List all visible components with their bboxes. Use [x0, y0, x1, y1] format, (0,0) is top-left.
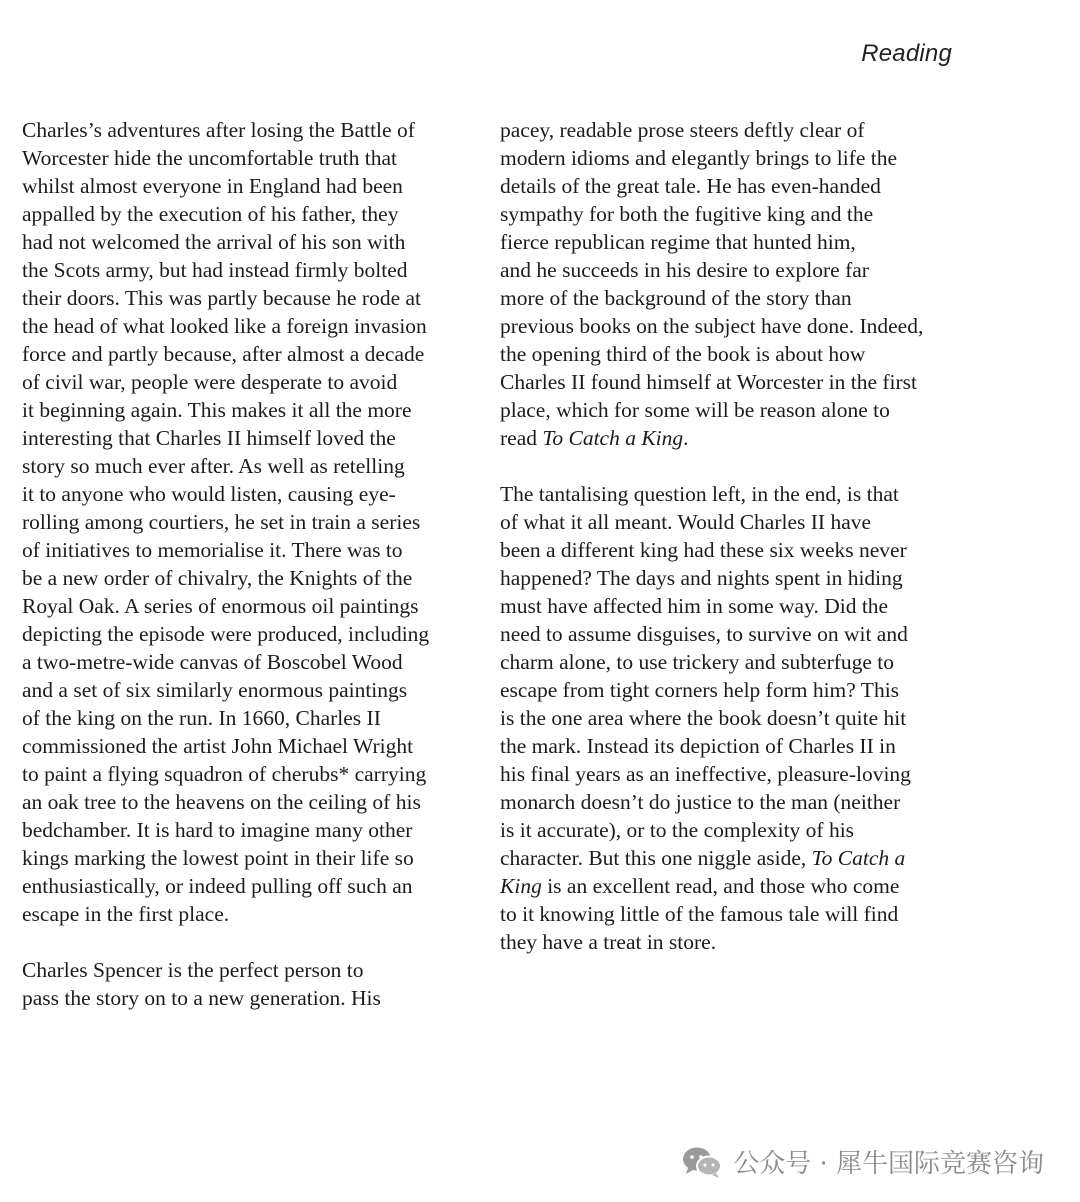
text-line: bedchamber. It is hard to imagine many other: [22, 818, 413, 842]
text-line: Charles Spencer is the perfect person to: [22, 958, 364, 982]
text-line: of the king on the run. In 1660, Charles II: [22, 706, 381, 730]
text-line: modern idioms and elegantly brings to life the: [500, 146, 898, 170]
text-line: Worcester hide the uncomfortable truth that: [22, 146, 397, 170]
text-line: commissioned the artist John Michael Wright: [22, 734, 414, 758]
book-title: King: [500, 874, 542, 898]
text-line: escape in the first place.: [22, 902, 230, 926]
text-line: [500, 844, 960, 872]
text-line: been a different king had these six weeks never: [500, 538, 907, 562]
text-line: the mark. Instead its depiction of Charles II in: [500, 734, 896, 758]
text-line: appalled by the execution of his father, they: [22, 202, 399, 226]
text-fragment: .: [683, 426, 689, 450]
text-line: of initiatives to memorialise it. There was to: [22, 538, 403, 562]
text-line: fierce republican regime that hunted him,: [500, 230, 856, 254]
text-line: an oak tree to the heavens on the ceiling of his: [22, 790, 421, 814]
text-line: of civil war, people were desperate to avoid: [22, 370, 398, 394]
text-line: to paint a flying squadron of cherubs* carrying: [22, 762, 427, 786]
paragraph-gap: [500, 452, 960, 480]
text-line: of what it all meant. Would Charles II have: [500, 510, 872, 534]
paragraph-2: [22, 956, 482, 1012]
text-line: enthusiastically, or indeed pulling off such an: [22, 874, 413, 898]
text-line: pass the story on to a new generation. His: [22, 986, 381, 1010]
text-line: the Scots army, but had instead firmly bolted: [22, 258, 408, 282]
text-line: sympathy for both the fugitive king and the: [500, 202, 874, 226]
text-line: his final years as an ineffective, pleasure-loving: [500, 762, 911, 786]
text-line: The tantalising question left, in the end, is that: [500, 482, 899, 506]
text-line: whilst almost everyone in England had been: [22, 174, 403, 198]
paragraph-4: [500, 480, 960, 956]
text-line: be a new order of chivalry, the Knights of the: [22, 566, 413, 590]
paragraph-1: [22, 116, 482, 928]
text-line: place, which for some will be reason alone to: [500, 398, 890, 422]
text-line: details of the great tale. He has even-handed: [500, 174, 881, 198]
text-line: and a set of six similarly enormous paintings: [22, 678, 408, 702]
text-line: monarch doesn’t do justice to the man (neither: [500, 790, 901, 814]
left-column: [22, 116, 482, 1012]
wechat-icon: [681, 1145, 723, 1179]
text-line: it to anyone who would listen, causing eye-: [22, 482, 396, 506]
text-fragment: is an excellent read, and those who come: [541, 874, 900, 898]
text-line: it beginning again. This makes it all the more: [22, 398, 412, 422]
paragraph-3: [500, 116, 960, 452]
text-line: interesting that Charles II himself loved the: [22, 426, 396, 450]
text-line: happened? The days and nights spent in hiding: [500, 566, 903, 590]
text-line: is it accurate), or to the complexity of his: [500, 818, 855, 842]
text-line: had not welcomed the arrival of his son with: [22, 230, 406, 254]
text-line: [500, 872, 960, 900]
text-line: charm alone, to use trickery and subterfuge to: [500, 650, 895, 674]
text-line: depicting the episode were produced, including: [22, 622, 430, 646]
text-line: Charles’s adventures after losing the Battle of: [22, 118, 415, 142]
book-title: To Catch a King: [542, 426, 684, 450]
text-fragment: read: [500, 426, 543, 450]
text-line: Charles II found himself at Worcester in the first: [500, 370, 918, 394]
section-label: Reading: [861, 40, 952, 67]
text-line: to it knowing little of the famous tale will find: [500, 902, 899, 926]
watermark-text: 公众号 · 犀牛国际竞赛咨询: [733, 1149, 1044, 1179]
text-line: need to assume disguises, to survive on wit and: [500, 622, 908, 646]
text-line: the head of what looked like a foreign invasion: [22, 314, 427, 338]
book-title: To Catch a: [811, 846, 906, 870]
text-line: escape from tight corners help form him? This: [500, 678, 900, 702]
text-line: pacey, readable prose steers deftly clear of: [500, 118, 865, 142]
text-line: force and partly because, after almost a decade: [22, 342, 425, 366]
text-line: story so much ever after. As well as retelling: [22, 454, 405, 478]
text-fragment: character. But this one niggle aside,: [500, 846, 812, 870]
text-line: a two-metre-wide canvas of Boscobel Wood: [22, 650, 403, 674]
text-line: more of the background of the story than: [500, 286, 852, 310]
right-column: [500, 116, 960, 956]
paragraph-gap: [22, 928, 482, 956]
text-line: kings marking the lowest point in their life so: [22, 846, 414, 870]
watermark: [681, 1143, 1044, 1180]
text-line: they have a treat in store.: [500, 930, 717, 954]
text-line: is the one area where the book doesn’t quite hit: [500, 706, 907, 730]
text-line: Royal Oak. A series of enormous oil paintings: [22, 594, 419, 618]
text-line: rolling among courtiers, he set in train a series: [22, 510, 421, 534]
text-line: previous books on the subject have done. Indeed,: [500, 314, 924, 338]
text-line: their doors. This was partly because he rode at: [22, 286, 422, 310]
text-line: and he succeeds in his desire to explore far: [500, 258, 869, 282]
text-line: [500, 424, 960, 452]
text-line: the opening third of the book is about how: [500, 342, 866, 366]
text-line: must have affected him in some way. Did the: [500, 594, 889, 618]
